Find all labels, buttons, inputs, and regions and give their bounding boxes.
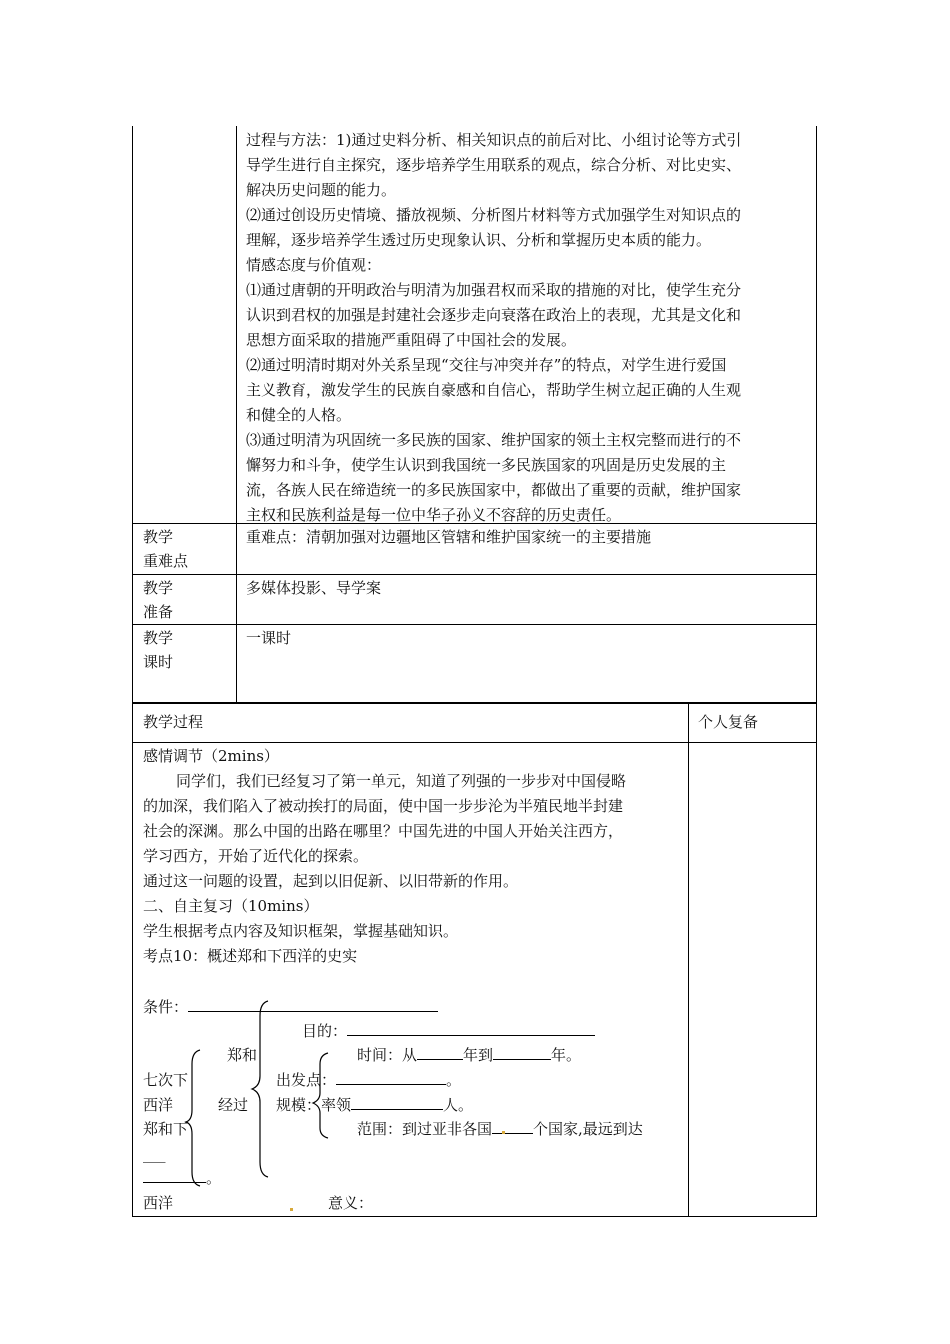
objectives-line: ⑵通过明清时期对外关系呈现“交往与冲突并存”的特点，对学生进行爱国 [246,356,727,374]
key-points-value: 重难点：清朝加强对边疆地区管辖和维护国家统一的主要措施 [246,528,652,546]
diagram-time: 时间：从 年到 年。 [357,1046,582,1064]
diagram-process: 经过 [218,1096,249,1114]
diagram-zhenghe: 郑和 [227,1046,258,1064]
objectives-line: ⑶通过明清为巩固统一多民族的国家、维护国家的领土主权完整而进行的不 [246,431,742,449]
process-line: 的加深，我们陷入了被动挨打的局面，使中国一步步沦为半殖民地半封建 [143,797,624,815]
diagram-zhenghe-xia: 郑和下 [143,1120,189,1138]
process-line: 通过这一问题的设置，起到以旧促新、以旧带新的作用。 [143,872,519,890]
objectives-line: 思想方面采取的措施严重阻碍了中国社会的发展。 [246,331,577,349]
diagram-seven-voyages: 七次下 [143,1071,189,1089]
blank-underline [188,997,438,1012]
class-hours-label: 课时 [143,653,174,671]
diagram-blank-end: 。 [143,1166,221,1191]
blank-underline [417,1045,463,1060]
process-header: 教学过程 [143,713,204,731]
process-line: 同学们，我们已经复习了第一单元，知道了列强的一步步对中国侵略 [176,772,627,790]
process-line: 社会的深渊。那么中国的出路在哪里？中国先进的中国人开始关注西方， [143,822,624,840]
blank-underline [351,1095,443,1110]
blank-underline [336,1070,446,1085]
section-title: 感情调节（2mins） [143,747,279,765]
preparation-label: 教学 [143,579,174,597]
process-line: 学习西方，开始了近代化的探索。 [143,847,369,865]
objectives-line: 认识到君权的加强是封建社会逐步走向衰落在政治上的表现，尤其是文化和 [246,306,742,324]
objectives-line: 导学生进行自主探究，逐步培养学生用联系的观点，综合分析、对比史实、 [246,156,742,174]
class-hours-label: 教学 [143,629,174,647]
objectives-line: 理解，逐步培养学生透过历史现象认识、分析和掌握历史本质的能力。 [246,231,712,249]
diagram-west: 西洋 [143,1096,174,1114]
process-line: 学生根据考点内容及知识框架，掌握基础知识。 [143,922,459,940]
blank-underline [493,1045,551,1060]
blank-underline [347,1021,595,1036]
diagram-purpose: 目的： [302,1019,595,1044]
section-title: 二、自主复习（10mins） [143,897,319,915]
objectives-line: ⑵通过创设历史情境、播放视频、分析图片材料等方式加强学生对知识点的 [246,206,742,224]
key-points-label: 重难点 [143,552,189,570]
key-points-label: 教学 [143,528,174,546]
blank-underline [143,1168,206,1183]
diagram-departure: 出发点： 。 [276,1071,462,1089]
blank-underline [505,1119,533,1134]
objectives-line: 和健全的人格。 [246,406,352,424]
class-hours-value: 一课时 [246,629,292,647]
diagram-meaning: 意义： [328,1194,374,1212]
diagram-condition: 条件： [143,995,438,1020]
personal-prep-header: 个人复备 [698,713,759,731]
objectives-line: 解决历史问题的能力。 [246,181,397,199]
objectives-line: ⑴通过唐朝的开明政治与明清为加强君权而采取的措施的对比，使学生充分 [246,281,742,299]
highlight-mark [290,1208,293,1211]
objectives-line: 主权和民族利益是每一位中华子孙义不容辞的历史责任。 [246,506,622,524]
diagram-scale: 规模：率领 人。 [276,1096,474,1114]
objectives-line: 过程与方法：1)通过史料分析、相关知识点的前后对比、小组讨论等方式引 [246,131,742,149]
preparation-label: 准备 [143,603,174,621]
diagram-range: 范围：到过亚非各国 个国家,最远到达 [357,1120,643,1138]
exam-point-title: 考点10：概述郑和下西洋的史实 [143,947,358,965]
objectives-line: 流，各族人民在缔造统一的多民族国家中，都做出了重要的贡献，维护国家 [246,481,742,499]
objectives-line: 懈努力和斗争，使学生认识到我国统一多民族国家的巩固是历史发展的主 [246,456,727,474]
diagram-west-2: 西洋 [143,1194,174,1212]
objectives-line: 主义教育，激发学生的民族自豪感和自信心，帮助学生树立起正确的人生观 [246,381,742,399]
diagram-dash: ___ [143,1145,166,1163]
large-brace [252,1001,268,1177]
preparation-value: 多媒体投影、导学案 [246,579,382,597]
objectives-line: 情感态度与价值观： [246,256,382,274]
blank-underline [492,1119,502,1134]
